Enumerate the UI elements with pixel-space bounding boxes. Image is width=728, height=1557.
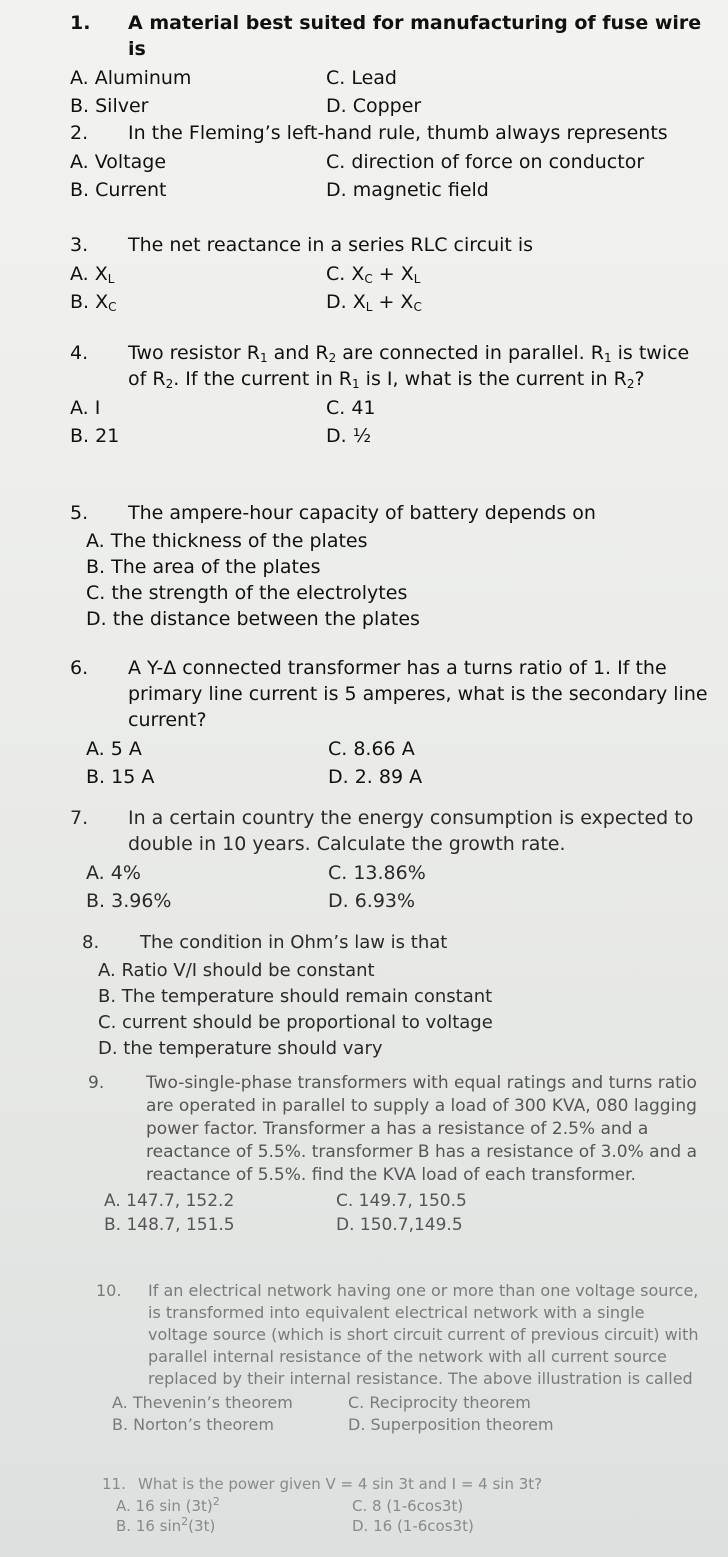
question-number: 4.	[70, 342, 89, 364]
option-d: D. 16 (1-6cos3t)	[352, 1517, 474, 1535]
question-stem: Two-single-phase transformers with equal ratings and turns ratio are operated in parallel to supply a load of 300 KVA, 080 lagging power factor. Transformer a has a resistance of 2.5% and a reactance of 5.5%. transformer B has a resistance of 3.0% and a reactance of 5.5%. find the KVA load of each transformer.	[146, 1073, 697, 1185]
option-d: D. Copper	[326, 95, 422, 117]
question-11	[102, 1474, 708, 1536]
option-a: A. $X_L$	[70, 263, 115, 286]
option-d: D. 6.93%	[328, 890, 416, 912]
option-b: B. Silver	[70, 95, 149, 117]
option-d: D. the temperature should vary	[98, 1038, 383, 1059]
option-d: D. 2. 89 A	[328, 766, 423, 788]
option-a: A. 16 $\sin (3t)^2$	[116, 1495, 220, 1515]
option-c: C. 8 (1-6cos3t)	[352, 1497, 464, 1515]
question-number: 2.	[70, 122, 89, 144]
option-a: A. Voltage	[70, 151, 167, 173]
question-stem: In a certain country the energy consumption is expected to double in 10 years. Calculate the growth rate.	[128, 807, 694, 855]
option-c: C. the strength of the electrolytes	[86, 582, 408, 604]
question-stem: A Y-Δ connected transformer has a turns ratio of 1. If the primary line current is 5 amperes, what is the secondary line current?	[128, 657, 708, 731]
question-number: 9.	[88, 1073, 105, 1093]
question-7	[70, 805, 710, 915]
question-number: 11.	[102, 1475, 126, 1493]
option-b: B. The temperature should remain constant	[98, 986, 493, 1007]
option-d: D. magnetic field	[326, 179, 489, 201]
option-d: D. ½	[326, 425, 372, 447]
option-a: A. Ratio V/I should be constant	[98, 960, 375, 981]
option-b: B. 21	[70, 425, 120, 447]
question-5	[70, 500, 710, 632]
option-a: A. Thevenin’s theorem	[112, 1393, 293, 1412]
option-a: A. 147.7, 152.2	[104, 1191, 235, 1211]
option-c: C. 8.66 A	[328, 738, 415, 760]
question-6	[70, 655, 710, 791]
option-a: A. I	[70, 397, 101, 419]
question-number: 6.	[70, 657, 89, 679]
option-b: B. The area of the plates	[86, 556, 321, 578]
option-c: C. 149.7, 150.5	[336, 1191, 467, 1211]
question-stem: The net reactance in a series RLC circuit is	[128, 234, 534, 256]
option-b: B. Norton’s theorem	[112, 1415, 274, 1434]
question-stem: The condition in Ohm’s law is that	[140, 932, 448, 953]
option-c: C. current should be proportional to voltage	[98, 1012, 493, 1033]
option-b: B. 16 $\sin^2(3t)$	[116, 1515, 216, 1535]
question-stem: If an electrical network having one or more than one voltage source, is transformed into equivalent electrical network with a single voltage source (which is short circuit current of previous circuit) with parallel internal resistance of the network with all current source replaced by their internal resistance. The above illustration is called	[148, 1281, 699, 1388]
question-number: 5.	[70, 502, 89, 524]
option-c: C. 13.86%	[328, 862, 426, 884]
option-c: C. Reciprocity theorem	[348, 1393, 531, 1412]
option-a: A. 4%	[86, 862, 141, 884]
question-8	[82, 930, 722, 1062]
option-b: B. 15 A	[86, 766, 155, 788]
option-c: C. Lead	[326, 67, 397, 89]
question-number: 1.	[70, 12, 91, 34]
question-10	[96, 1280, 708, 1436]
question-number: 3.	[70, 234, 89, 256]
question-stem: Two resistor $R_1$ and $R_2$ are connected in parallel. $R_1$ is twice of $R_2$. If the current in $R_1$ is I, what is the current in $R_2$?	[128, 342, 690, 391]
option-d: D. Superposition theorem	[348, 1415, 554, 1434]
question-stem: In the Fleming’s left-hand rule, thumb always represents	[128, 122, 668, 144]
question-number: 10.	[96, 1281, 122, 1300]
question-1	[70, 10, 710, 120]
option-c: C. 41	[326, 397, 376, 419]
question-3	[70, 232, 710, 316]
option-b: B. 3.96%	[86, 890, 172, 912]
option-a: A. The thickness of the plates	[86, 530, 368, 552]
option-b: B. Current	[70, 179, 167, 201]
question-stem: A material best suited for manufacturing of fuse wire is	[128, 12, 702, 60]
question-stem: The ampere-hour capacity of battery depends on	[128, 502, 596, 524]
option-a: A. 5 A	[86, 738, 142, 760]
option-c: C. $X_C + X_L$	[326, 263, 421, 286]
question-number: 8.	[82, 932, 100, 953]
question-9	[88, 1072, 708, 1237]
option-a: A. Aluminum	[70, 67, 192, 89]
option-b: B. 148.7, 151.5	[104, 1215, 235, 1235]
question-4	[70, 340, 710, 450]
question-number: 7.	[70, 807, 89, 829]
question-2	[70, 120, 710, 204]
option-b: B. $X_C$	[70, 291, 117, 314]
option-d: D. the distance between the plates	[86, 608, 420, 630]
option-d: D. 150.7,149.5	[336, 1215, 463, 1235]
question-stem: What is the power given V = 4 sin 3t and I = 4 sin 3t?	[138, 1475, 543, 1493]
option-c: C. direction of force on conductor	[326, 151, 645, 173]
option-d: D. $X_L + X_C$	[326, 291, 422, 314]
